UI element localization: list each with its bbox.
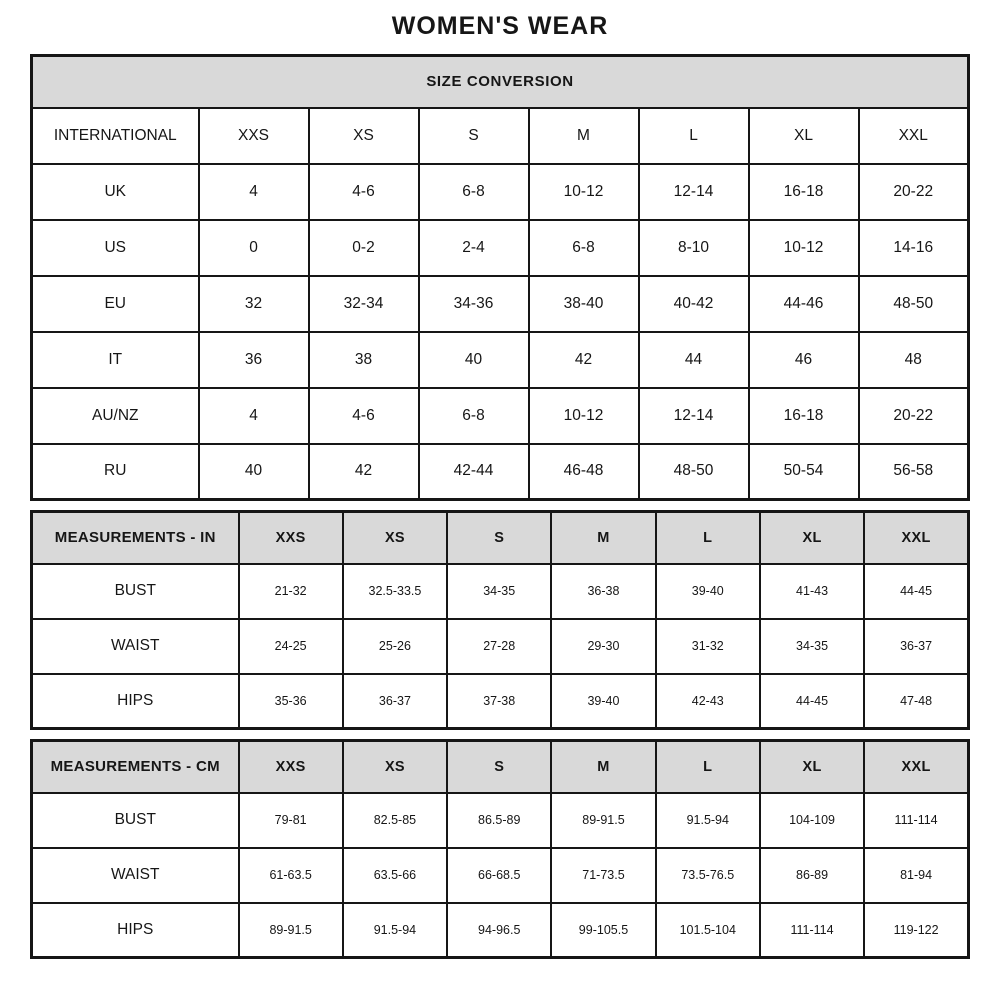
size-cell: 48-50 (639, 444, 749, 500)
size-col-s: S (447, 512, 551, 564)
size-cell: 42 (309, 444, 419, 500)
size-cell: 38 (309, 332, 419, 388)
conversion-row-it (32, 332, 969, 388)
measure-cell: 63.5-66 (343, 848, 447, 903)
row-label-waist: WAIST (32, 848, 239, 903)
size-cell: 16-18 (749, 164, 859, 220)
measure-cell: 34-35 (760, 619, 864, 674)
row-label-it: IT (32, 332, 199, 388)
measure-cell: 27-28 (447, 619, 551, 674)
conversion-row-eu (32, 276, 969, 332)
row-label-us: US (32, 220, 199, 276)
measure-cell: 41-43 (760, 564, 864, 619)
measure-cell: 99-105.5 (551, 903, 655, 958)
size-col-xxl: XXL (864, 512, 968, 564)
row-label-international: INTERNATIONAL (32, 108, 199, 164)
size-col-l: L (656, 741, 760, 793)
size-cell: 50-54 (749, 444, 859, 500)
size-col-xs: XS (309, 108, 419, 164)
size-col-l: L (639, 108, 749, 164)
size-conversion-banner-row (32, 56, 969, 108)
measure-cell: 44-45 (864, 564, 968, 619)
size-cell: 4-6 (309, 164, 419, 220)
row-label-hips: HIPS (32, 674, 239, 729)
size-cell: 38-40 (529, 276, 639, 332)
size-cell: 12-14 (639, 388, 749, 444)
measure-cell: 94-96.5 (447, 903, 551, 958)
measure-cell: 36-38 (551, 564, 655, 619)
size-cell: 32 (199, 276, 309, 332)
measure-cell: 79-81 (239, 793, 343, 848)
measure-cell: 21-32 (239, 564, 343, 619)
size-cell: 6-8 (419, 164, 529, 220)
size-col-xxs: XXS (239, 512, 343, 564)
measure-cell: 39-40 (551, 674, 655, 729)
measure-cell: 89-91.5 (239, 903, 343, 958)
conversion-row-aunz (32, 388, 969, 444)
measure-cell: 47-48 (864, 674, 968, 729)
measure-cell: 101.5-104 (656, 903, 760, 958)
size-conversion-title: SIZE CONVERSION (32, 56, 969, 108)
size-col-xxs: XXS (199, 108, 309, 164)
measure-cell: 104-109 (760, 793, 864, 848)
measure-cell: 37-38 (447, 674, 551, 729)
measure-cell: 89-91.5 (551, 793, 655, 848)
size-cell: 46 (749, 332, 859, 388)
size-cell: 20-22 (859, 388, 969, 444)
measurements-cm-table (30, 739, 970, 959)
row-label-aunz: AU/NZ (32, 388, 199, 444)
size-cell: 48 (859, 332, 969, 388)
measure-cell: 91.5-94 (656, 793, 760, 848)
size-col-xxs: XXS (239, 741, 343, 793)
measure-cell: 39-40 (656, 564, 760, 619)
measure-cell: 86-89 (760, 848, 864, 903)
size-cell: 2-4 (419, 220, 529, 276)
size-col-m: M (529, 108, 639, 164)
size-conversion-table (30, 54, 970, 501)
size-col-s: S (419, 108, 529, 164)
measure-cell: 34-35 (447, 564, 551, 619)
size-col-s: S (447, 741, 551, 793)
measure-cell: 61-63.5 (239, 848, 343, 903)
size-cell: 10-12 (529, 164, 639, 220)
size-cell: 0-2 (309, 220, 419, 276)
measure-cell: 111-114 (760, 903, 864, 958)
measurements-cm-title: MEASUREMENTS - CM (32, 741, 239, 793)
size-cell: 46-48 (529, 444, 639, 500)
size-cell: 42 (529, 332, 639, 388)
measure-cell: 111-114 (864, 793, 968, 848)
size-cell: 34-36 (419, 276, 529, 332)
size-col-m: M (551, 741, 655, 793)
measure-cell: 81-94 (864, 848, 968, 903)
row-label-uk: UK (32, 164, 199, 220)
size-cell: 12-14 (639, 164, 749, 220)
page-title: WOMEN'S WEAR (391, 12, 609, 40)
size-col-xxl: XXL (864, 741, 968, 793)
size-cell: 42-44 (419, 444, 529, 500)
size-cell: 16-18 (749, 388, 859, 444)
measurements-cm-row-waist (32, 848, 969, 903)
measure-cell: 66-68.5 (447, 848, 551, 903)
size-col-l: L (656, 512, 760, 564)
size-col-xxl: XXL (859, 108, 969, 164)
measure-cell: 73.5-76.5 (656, 848, 760, 903)
size-col-xs: XS (343, 512, 447, 564)
row-label-bust: BUST (32, 564, 239, 619)
size-col-m: M (551, 512, 655, 564)
size-cell: 44 (639, 332, 749, 388)
size-cell: 44-46 (749, 276, 859, 332)
size-cell: 4-6 (309, 388, 419, 444)
size-cell: 20-22 (859, 164, 969, 220)
size-cell: 10-12 (529, 388, 639, 444)
size-col-xs: XS (343, 741, 447, 793)
measurements-in-table (30, 510, 970, 730)
size-col-xl: XL (760, 512, 864, 564)
measure-cell: 71-73.5 (551, 848, 655, 903)
measure-cell: 119-122 (864, 903, 968, 958)
measurements-in-header-row (32, 512, 969, 564)
size-cell: 40 (199, 444, 309, 500)
size-cell: 10-12 (749, 220, 859, 276)
size-cell: 40 (419, 332, 529, 388)
row-label-ru: RU (32, 444, 199, 500)
measure-cell: 35-36 (239, 674, 343, 729)
size-cell: 0 (199, 220, 309, 276)
size-col-xl: XL (760, 741, 864, 793)
conversion-row-uk (32, 164, 969, 220)
size-cell: 6-8 (419, 388, 529, 444)
size-col-xl: XL (749, 108, 859, 164)
measure-cell: 36-37 (343, 674, 447, 729)
row-label-hips: HIPS (32, 903, 239, 958)
measure-cell: 24-25 (239, 619, 343, 674)
measurements-in-row-hips (32, 674, 969, 729)
size-cell: 32-34 (309, 276, 419, 332)
row-label-bust: BUST (32, 793, 239, 848)
measurements-in-row-waist (32, 619, 969, 674)
size-cell: 14-16 (859, 220, 969, 276)
size-cell: 36 (199, 332, 309, 388)
conversion-row-ru (32, 444, 969, 500)
measure-cell: 36-37 (864, 619, 968, 674)
measurements-cm-row-bust (32, 793, 969, 848)
measure-cell: 32.5-33.5 (343, 564, 447, 619)
measure-cell: 82.5-85 (343, 793, 447, 848)
size-cell: 40-42 (639, 276, 749, 332)
conversion-header-row (32, 108, 969, 164)
size-cell: 6-8 (529, 220, 639, 276)
measure-cell: 25-26 (343, 619, 447, 674)
row-label-waist: WAIST (32, 619, 239, 674)
measure-cell: 91.5-94 (343, 903, 447, 958)
measurements-in-row-bust (32, 564, 969, 619)
measure-cell: 31-32 (656, 619, 760, 674)
measurements-cm-row-hips (32, 903, 969, 958)
row-label-eu: EU (32, 276, 199, 332)
measure-cell: 42-43 (656, 674, 760, 729)
measurements-in-title: MEASUREMENTS - IN (32, 512, 239, 564)
size-cell: 4 (199, 164, 309, 220)
size-cell: 56-58 (859, 444, 969, 500)
measure-cell: 29-30 (551, 619, 655, 674)
conversion-row-us (32, 220, 969, 276)
size-cell: 4 (199, 388, 309, 444)
size-cell: 8-10 (639, 220, 749, 276)
measurements-cm-header-row (32, 741, 969, 793)
measure-cell: 44-45 (760, 674, 864, 729)
size-cell: 48-50 (859, 276, 969, 332)
measure-cell: 86.5-89 (447, 793, 551, 848)
